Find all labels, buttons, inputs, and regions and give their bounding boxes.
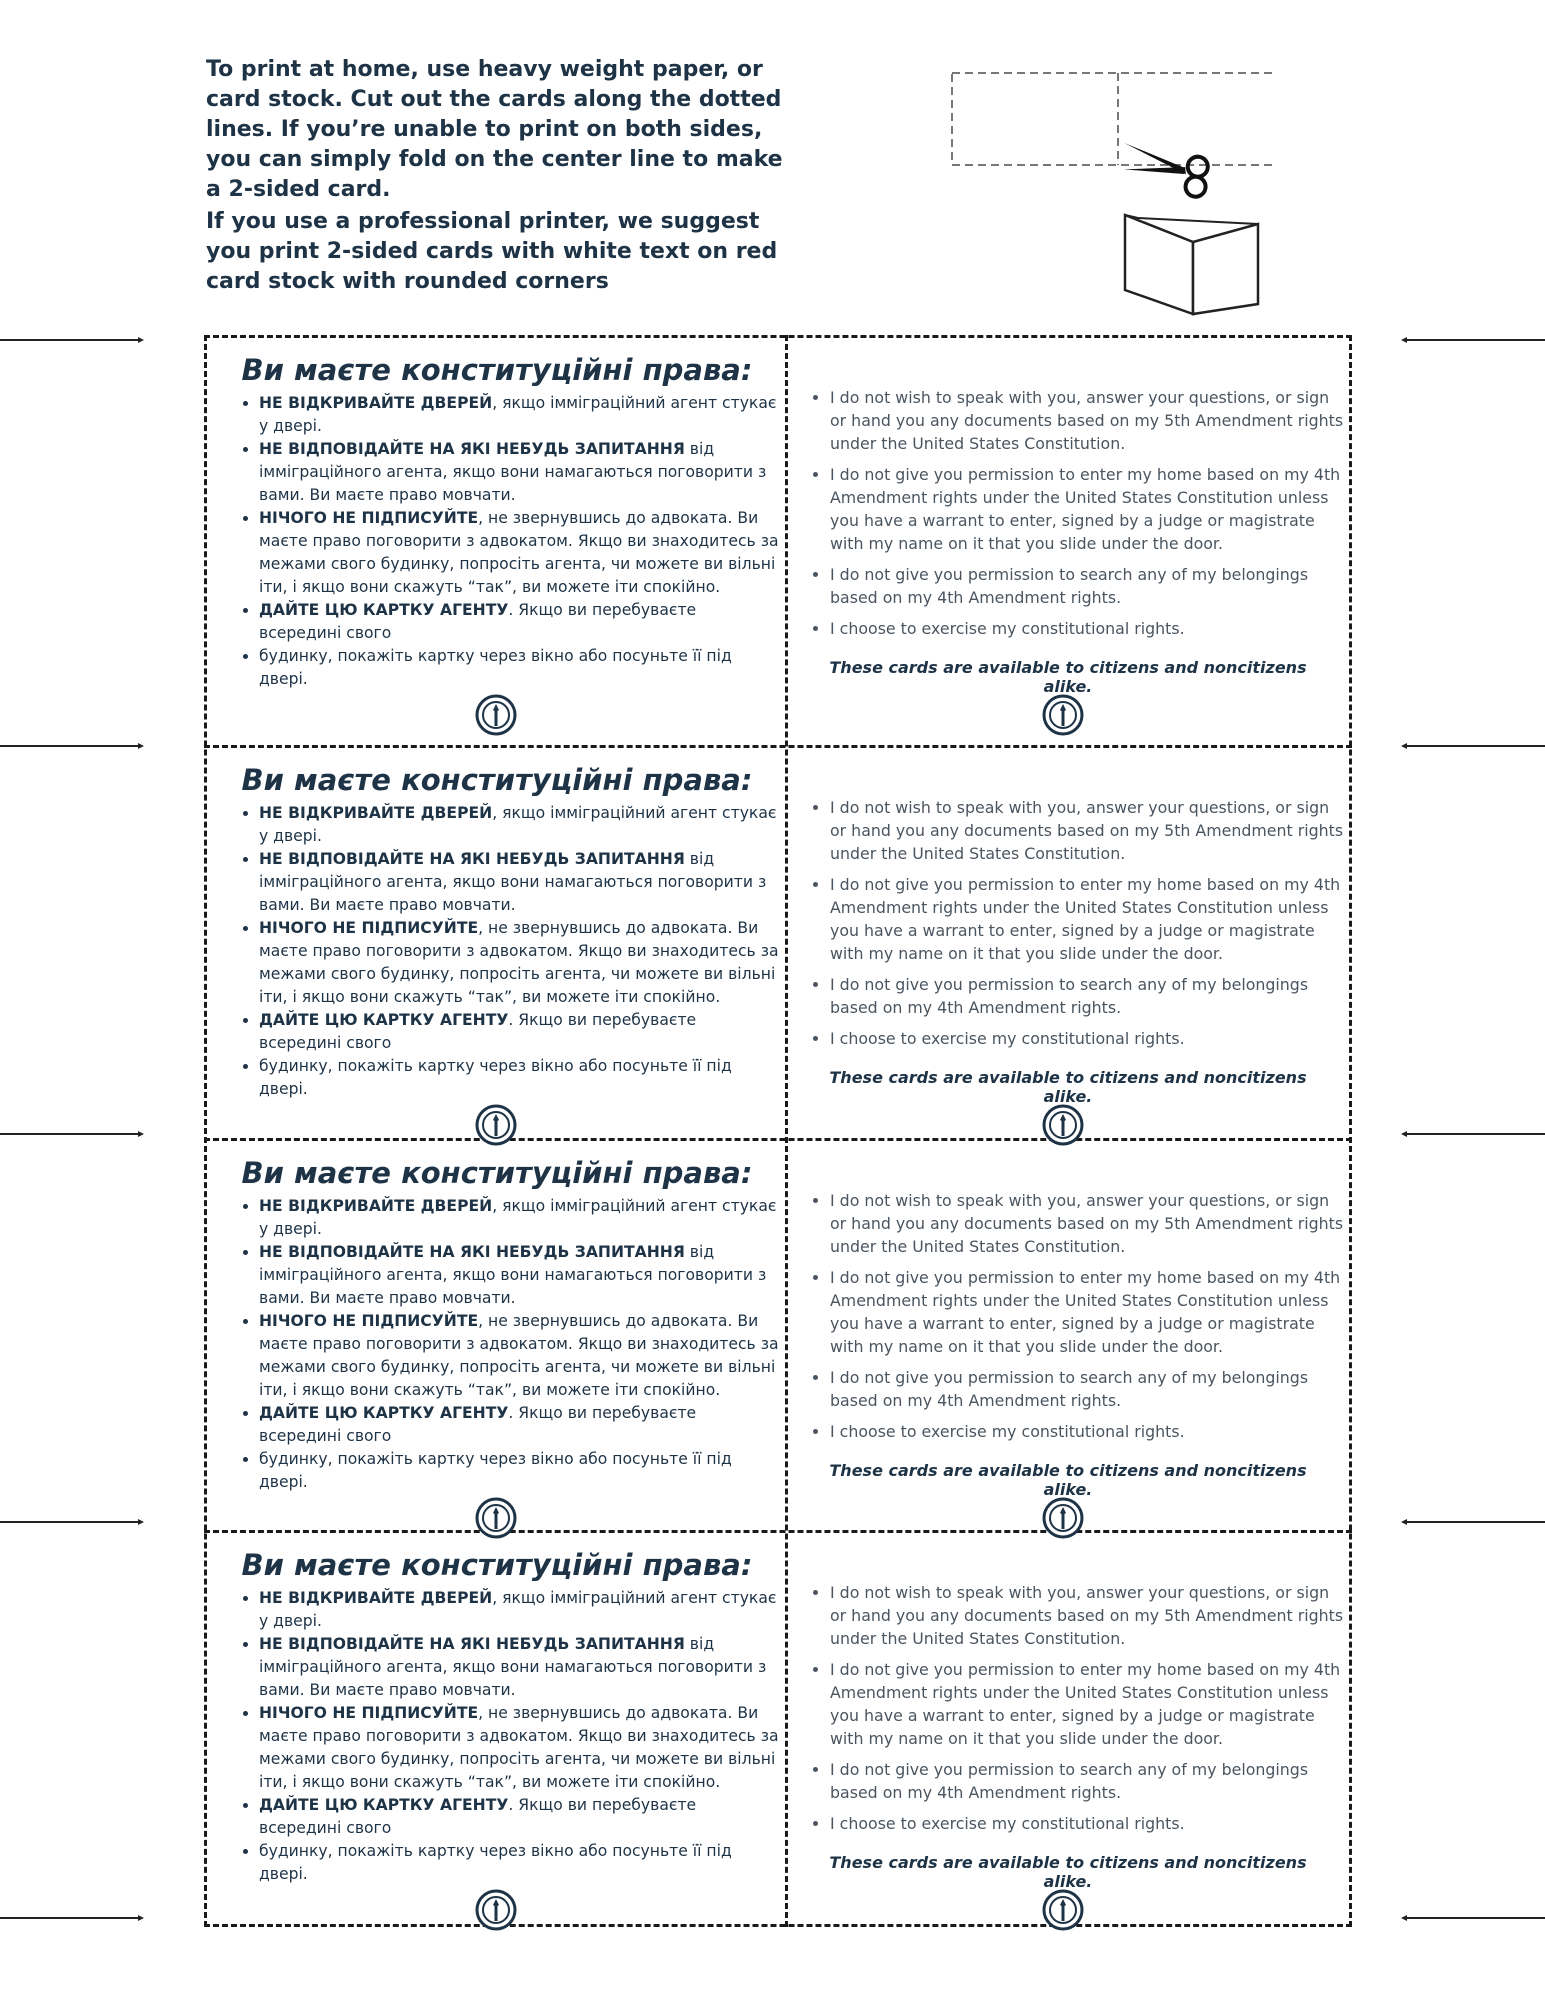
item-text: будинку, покажіть картку через вікно або посуньте її під двері. [259, 1450, 732, 1491]
rights-card-english [788, 338, 1349, 738]
item-text: , не звернувшись до адвоката. Ви маєте право поговорити з адвокатом. Якщо ви знаходитесь за межами свого будинку, попросіть агента, чи можете ви вільні іти, і якщо вони скажуть “так”, ви можете іти спокійно. [259, 1704, 779, 1791]
list-item: • I do not give you permission to search any of my belongings based on my 4th Amendment rights. [830, 973, 1350, 1019]
item-text: будинку, покажіть картку через вікно або посуньте її під двері. [259, 647, 732, 688]
torch-seal-icon [1042, 1104, 1084, 1146]
item-bold: НЕ ВІДКРИВАЙТЕ ДВЕРЕЙ [259, 1197, 493, 1215]
item-bold: НІЧОГО НЕ ПІДПИСУЙТЕ [259, 1704, 479, 1722]
list-item [259, 1448, 779, 1494]
list-item [259, 1310, 779, 1402]
cut-guide-right [1403, 1917, 1545, 1919]
cut-guide-left [0, 1133, 142, 1135]
pro-print-instructions: If you use a professional printer, we suggest you print 2-sided cards with white text on red card stock with rounded corners [206, 209, 778, 294]
list-item [259, 507, 779, 599]
rights-card-ukrainian [207, 748, 785, 1148]
item-text: , не звернувшись до адвоката. Ви маєте право поговорити з адвокатом. Якщо ви знаходитесь за межами свого будинку, попросіть агента, чи можете ви вільні іти, і якщо вони скажуть “так”, ви можете іти спокійно. [259, 509, 779, 596]
item-text: , якщо імміграційний агент стукає у двері. [259, 1589, 777, 1630]
item-text: . Якщо ви перебуваєте всередині свого [259, 1404, 697, 1445]
rights-list-english [810, 1581, 1350, 1843]
rights-card-ukrainian [207, 1141, 785, 1541]
list-item [259, 1402, 779, 1448]
list-item: • I choose to exercise my constitutional rights. [830, 1027, 1350, 1050]
list-item: • I do not give you permission to enter my home based on my 4th Amendment rights under the United States Constitution unless you have a warrant to enter, signed by a judge or magistrate with my name on it that you slide under the door. [830, 463, 1350, 555]
item-bold: НЕ ВІДПОВІДАЙТЕ НА ЯКІ НЕБУДЬ ЗАПИТАННЯ [259, 850, 685, 868]
torch-seal-icon [1042, 1889, 1084, 1931]
card-title: Ви маєте конституційні права: [241, 353, 753, 387]
card-title: Ви маєте конституційні права: [241, 1548, 753, 1582]
rights-card-english [788, 1141, 1349, 1541]
list-item [259, 1587, 779, 1633]
card-title: Ви маєте конституційні права: [241, 1156, 753, 1190]
list-item [259, 802, 779, 848]
rights-list-ukrainian [239, 392, 779, 691]
item-text: від імміграційного агента, якщо вони намагаються поговорити з вами. Ви маєте право мовчати. [259, 440, 767, 504]
item-text: , якщо імміграційний агент стукає у двері. [259, 804, 777, 845]
list-item [259, 917, 779, 1009]
cut-guide-left [0, 339, 142, 341]
item-bold: НЕ ВІДПОВІДАЙТЕ НА ЯКІ НЕБУДЬ ЗАПИТАННЯ [259, 1243, 685, 1261]
availability-note: These cards are available to citizens and noncitizens alike. [829, 1461, 1307, 1499]
torch-seal-icon [475, 694, 517, 736]
list-item [259, 1195, 779, 1241]
list-item [259, 1055, 779, 1101]
item-bold: НЕ ВІДКРИВАЙТЕ ДВЕРЕЙ [259, 394, 493, 412]
item-text: , не звернувшись до адвоката. Ви маєте право поговорити з адвокатом. Якщо ви знаходитесь за межами свого будинку, попросіть агента, чи можете ви вільні іти, і якщо вони скажуть “так”, ви можете іти спокійно. [259, 919, 779, 1006]
item-text: від імміграційного агента, якщо вони намагаються поговорити з вами. Ви маєте право мовчати. [259, 850, 767, 914]
list-item: • I choose to exercise my constitutional rights. [830, 1812, 1350, 1835]
torch-seal-icon [1042, 694, 1084, 736]
torch-seal-icon [475, 1889, 517, 1931]
list-item [259, 645, 779, 691]
item-text: від імміграційного агента, якщо вони намагаються поговорити з вами. Ви маєте право мовчати. [259, 1635, 767, 1699]
list-item [259, 1840, 779, 1886]
rights-list-english [810, 1189, 1350, 1451]
list-item: • I do not wish to speak with you, answer your questions, or sign or hand you any documents based on my 5th Amendment rights under the United States Constitution. [830, 796, 1350, 865]
item-text: . Якщо ви перебуваєте всередині свого [259, 1011, 697, 1052]
availability-note: These cards are available to citizens and noncitizens alike. [829, 658, 1307, 696]
list-item: • I choose to exercise my constitutional rights. [830, 1420, 1350, 1443]
list-item [259, 438, 779, 507]
list-item [259, 1702, 779, 1794]
list-item: • I do not give you permission to enter my home based on my 4th Amendment rights under the United States Constitution unless you have a warrant to enter, signed by a judge or magistrate with my name on it that you slide under the door. [830, 1658, 1350, 1750]
card-title: Ви маєте конституційні права: [241, 763, 753, 797]
item-bold: НІЧОГО НЕ ПІДПИСУЙТЕ [259, 1312, 479, 1330]
item-bold: НІЧОГО НЕ ПІДПИСУЙТЕ [259, 509, 479, 527]
list-item [259, 392, 779, 438]
rights-card-english [788, 1533, 1349, 1933]
item-text: , якщо імміграційний агент стукає у двері. [259, 1197, 777, 1238]
list-item: • I do not give you permission to search any of my belongings based on my 4th Amendment rights. [830, 1366, 1350, 1412]
list-item [259, 1633, 779, 1702]
list-item [259, 848, 779, 917]
item-bold: НЕ ВІДПОВІДАЙТЕ НА ЯКІ НЕБУДЬ ЗАПИТАННЯ [259, 440, 685, 458]
item-text: від імміграційного агента, якщо вони намагаються поговорити з вами. Ви маєте право мовчати. [259, 1243, 767, 1307]
item-text: , якщо імміграційний агент стукає у двері. [259, 394, 777, 435]
torch-seal-icon [475, 1104, 517, 1146]
list-item [259, 1794, 779, 1840]
item-bold: ДАЙТЕ ЦЮ КАРТКУ АГЕНТУ [259, 1796, 509, 1814]
scissors-icon [945, 68, 1275, 208]
list-item: • I choose to exercise my constitutional rights. [830, 617, 1350, 640]
item-text: , не звернувшись до адвоката. Ви маєте право поговорити з адвокатом. Якщо ви знаходитесь за межами свого будинку, попросіть агента, чи можете ви вільні іти, і якщо вони скажуть “так”, ви можете іти спокійно. [259, 1312, 779, 1399]
cut-guide-left [0, 1521, 142, 1523]
folded-card-icon [1120, 210, 1260, 320]
item-text: . Якщо ви перебуваєте всередині свого [259, 601, 697, 642]
item-bold: НЕ ВІДКРИВАЙТЕ ДВЕРЕЙ [259, 804, 493, 822]
list-item: • I do not give you permission to search any of my belongings based on my 4th Amendment rights. [830, 1758, 1350, 1804]
list-item: • I do not wish to speak with you, answer your questions, or sign or hand you any documents based on my 5th Amendment rights under the United States Constitution. [830, 386, 1350, 455]
home-print-instructions: To print at home, use heavy weight paper, or card stock. Cut out the cards along the dotted lines. If you’re unable to print on both sides, you can simply fold on the center line to make a 2-sided card. [206, 57, 783, 202]
cut-guide-left [0, 1917, 142, 1919]
rights-list-ukrainian [239, 802, 779, 1101]
cut-guide-right [1403, 745, 1545, 747]
cut-guide-left [0, 745, 142, 747]
item-text: будинку, покажіть картку через вікно або посуньте її під двері. [259, 1057, 732, 1098]
rights-list-english [810, 386, 1350, 648]
list-item: • I do not give you permission to search any of my belongings based on my 4th Amendment rights. [830, 563, 1350, 609]
item-bold: НЕ ВІДКРИВАЙТЕ ДВЕРЕЙ [259, 1589, 493, 1607]
availability-note: These cards are available to citizens and noncitizens alike. [829, 1853, 1307, 1891]
list-item [259, 1009, 779, 1055]
list-item: • I do not wish to speak with you, answer your questions, or sign or hand you any documents based on my 5th Amendment rights under the United States Constitution. [830, 1581, 1350, 1650]
cut-guide-right [1403, 1521, 1545, 1523]
item-bold: ДАЙТЕ ЦЮ КАРТКУ АГЕНТУ [259, 601, 509, 619]
rights-list-english [810, 796, 1350, 1058]
list-item: • I do not give you permission to enter my home based on my 4th Amendment rights under the United States Constitution unless you have a warrant to enter, signed by a judge or magistrate with my name on it that you slide under the door. [830, 1266, 1350, 1358]
item-text: будинку, покажіть картку через вікно або посуньте її під двері. [259, 1842, 732, 1883]
item-bold: ДАЙТЕ ЦЮ КАРТКУ АГЕНТУ [259, 1011, 509, 1029]
rights-card-ukrainian [207, 338, 785, 738]
cut-guide-right [1403, 339, 1545, 341]
item-bold: НЕ ВІДПОВІДАЙТЕ НА ЯКІ НЕБУДЬ ЗАПИТАННЯ [259, 1635, 685, 1653]
list-item: • I do not wish to speak with you, answer your questions, or sign or hand you any documents based on my 5th Amendment rights under the United States Constitution. [830, 1189, 1350, 1258]
rights-card-english [788, 748, 1349, 1148]
item-text: . Якщо ви перебуваєте всередині свого [259, 1796, 697, 1837]
availability-note: These cards are available to citizens and noncitizens alike. [829, 1068, 1307, 1106]
list-item [259, 599, 779, 645]
list-item: • I do not give you permission to enter my home based on my 4th Amendment rights under the United States Constitution unless you have a warrant to enter, signed by a judge or magistrate with my name on it that you slide under the door. [830, 873, 1350, 965]
rights-list-ukrainian [239, 1195, 779, 1494]
item-bold: ДАЙТЕ ЦЮ КАРТКУ АГЕНТУ [259, 1404, 509, 1422]
list-item [259, 1241, 779, 1310]
rights-list-ukrainian [239, 1587, 779, 1886]
cut-guide-right [1403, 1133, 1545, 1135]
item-bold: НІЧОГО НЕ ПІДПИСУЙТЕ [259, 919, 479, 937]
rights-card-ukrainian [207, 1533, 785, 1933]
